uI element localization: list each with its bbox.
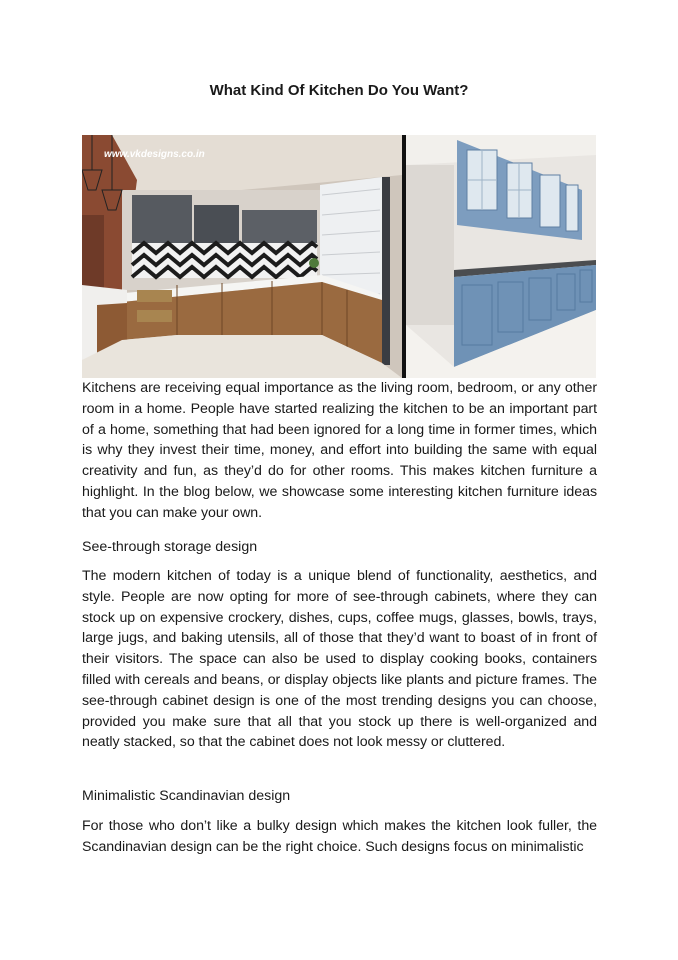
page-title: What Kind Of Kitchen Do You Want? [209,82,469,99]
scandinavian-heading: Minimalistic Scandinavian design [82,788,291,804]
image-watermark: www.vkdesigns.co.in [104,149,205,160]
intro-paragraph: Kitchens are receiving equal importance as the living room, bedroom, or any other room in a home. People have started realizing the kitchen to be an important part of a home, something that had been ignored for a long time in former times, which is why they invest their time, money, and effort into building the same with equal creativity and fun, as they’d do for other rooms. This makes kitchen furniture a highlight. In the blog below, we showcase some interesting kitchen furniture ideas that you can make your own. [82,380,597,521]
left-kitchen-photo [82,135,402,378]
kitchen-photo [82,135,596,378]
right-kitchen-photo [406,135,596,378]
kitchen-collage-image [82,135,596,378]
scandinavian-paragraph: For those who don’t like a bulky design which makes the kitchen look fuller, the Scandinavian design can be the right choice. Such designs focus on minimalistic [82,818,597,855]
see-through-paragraph: The modern kitchen of today is a unique blend of functionality, aesthetics, and style. People are now opting for more of see-through cabinets, where they can stock up on expensive crockery, dishes, cups, coffee mugs, glasses, bowls, trays, large jugs, and baking utensils, all of those that they’d want to boast of in front of their visitors. The space can also be used to display cooking books, containers filled with cereals and beans, or display objects like plants and picture frames. The see-through cabinet design is one of the most trending designs you can choose, provided you make sure that all that you stock up there is well-organized and neatly stacked, so that the cabinet does not look messy or cluttered. [82,568,597,751]
see-through-heading: See-through storage design [82,539,258,555]
